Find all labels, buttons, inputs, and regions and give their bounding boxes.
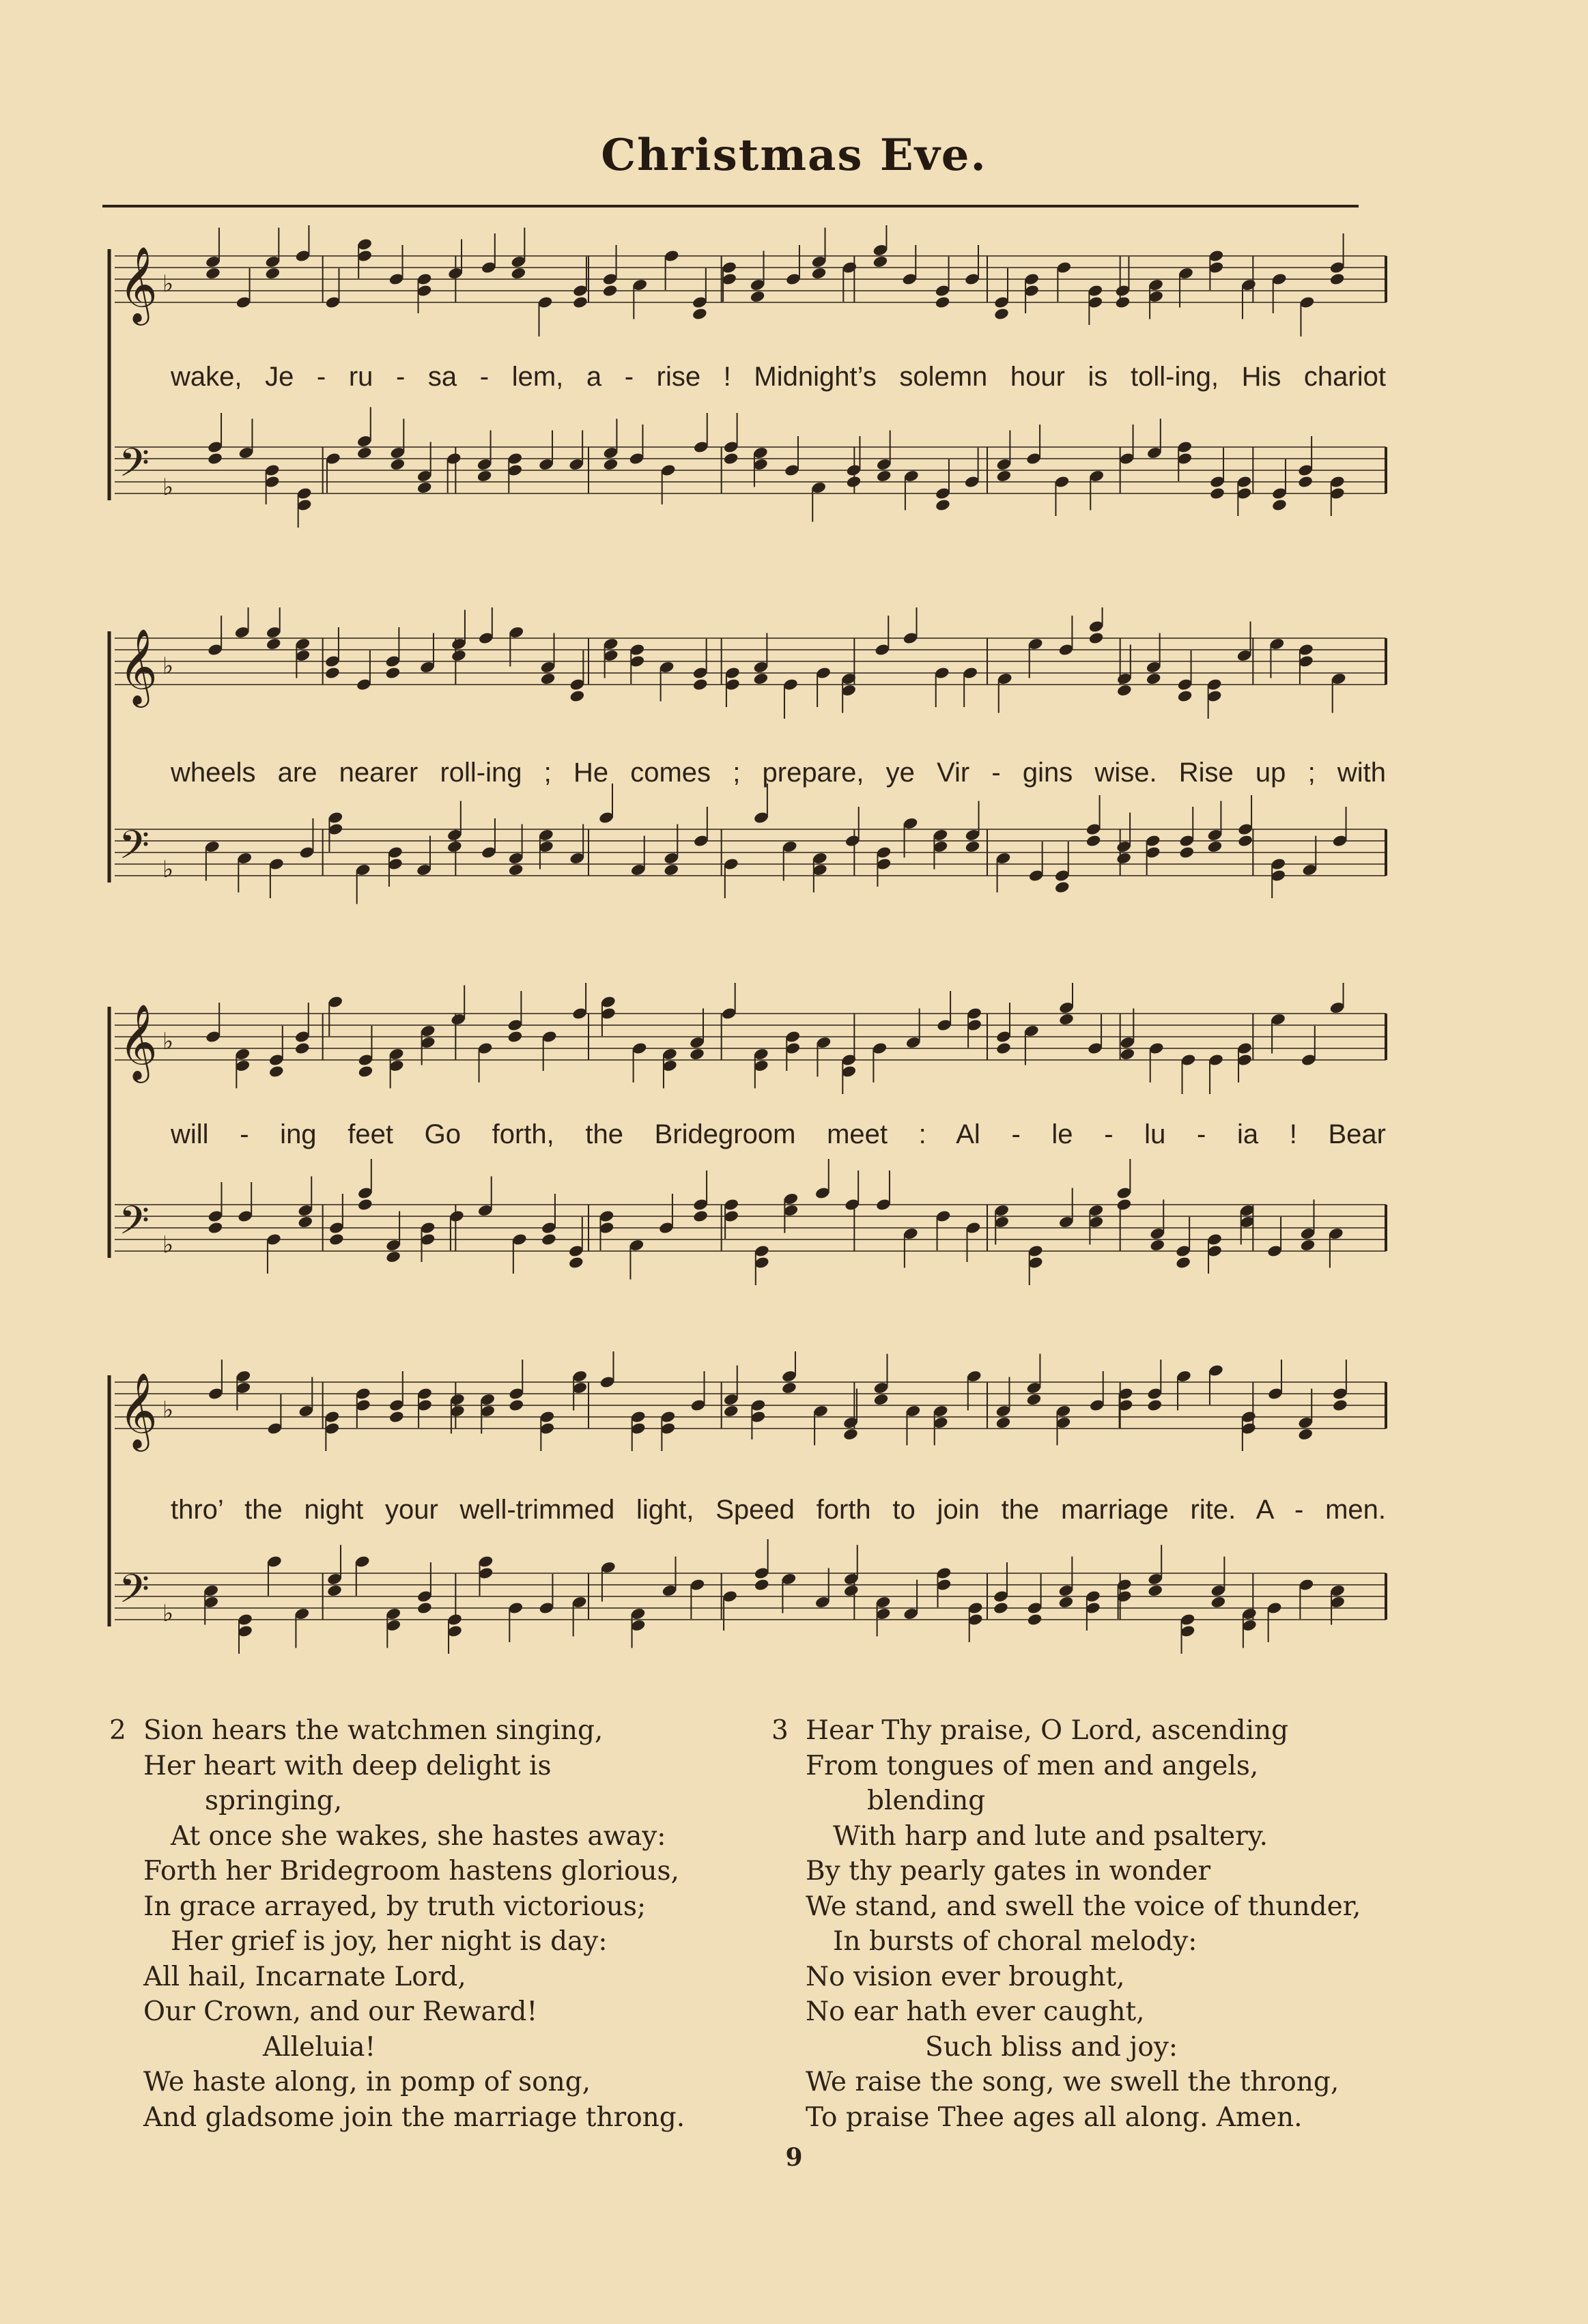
notehead	[993, 307, 1010, 321]
verse-line: No ear hath ever caught,	[806, 1996, 1145, 2027]
notehead	[451, 649, 467, 663]
notehead	[1300, 1239, 1316, 1252]
bass-clef-icon: 𝄢	[119, 1197, 150, 1253]
music-system-1	[102, 225, 1400, 566]
key-flat-icon: ♭	[162, 856, 174, 883]
music-system-3	[102, 983, 1400, 1324]
music-notation	[102, 983, 1400, 1324]
notehead	[1115, 296, 1131, 309]
notehead	[357, 1198, 373, 1211]
notehead	[1146, 672, 1162, 686]
verse-line: From tongues of men and angels,	[806, 1750, 1259, 1781]
notehead	[1332, 1398, 1348, 1412]
notehead	[208, 1221, 224, 1235]
notehead	[572, 296, 589, 309]
notehead	[569, 689, 586, 703]
verse-line: In bursts of choral melody:	[833, 1926, 1197, 1957]
notehead	[1116, 1198, 1133, 1211]
hymn-title: Christmas Eve.	[601, 130, 987, 181]
notehead	[508, 863, 524, 877]
notehead	[750, 290, 766, 304]
notehead	[416, 481, 433, 495]
verse-line: We raise the song, we swell the throng,	[806, 2067, 1339, 2097]
key-flat-icon: ♭	[162, 1231, 174, 1259]
notehead	[781, 1381, 797, 1395]
verse-line: springing,	[205, 1785, 343, 1816]
notehead	[297, 1216, 313, 1229]
verse-line: Hear Thy praise, O Lord, ascending	[806, 1715, 1289, 1746]
notehead	[446, 840, 463, 854]
bass-clef-icon: 𝄢	[119, 822, 150, 878]
notehead	[268, 1065, 285, 1078]
verse-line: All hail, Incarnate Lord,	[143, 1961, 466, 1992]
notehead	[754, 1578, 770, 1592]
notehead	[692, 678, 709, 691]
treble-clef-icon: 𝄞	[119, 1372, 158, 1448]
notehead	[568, 1256, 584, 1269]
verse-line: Sion hears the watchmen singing,	[143, 1715, 604, 1746]
key-flat-icon: ♭	[162, 1396, 174, 1424]
notehead	[540, 672, 556, 686]
verse-line: Our Crown, and our Reward!	[143, 1996, 538, 2027]
verse-line: Such bliss and joy:	[925, 2031, 1178, 2063]
notehead	[873, 1393, 890, 1407]
verse-line: Her heart with deep delight is	[143, 1750, 552, 1781]
key-flat-icon: ♭	[162, 652, 174, 680]
music-system-2	[102, 607, 1400, 949]
treble-clef-icon: 𝄞	[119, 628, 158, 704]
notehead	[385, 666, 401, 680]
lyric-line-3: will - ing feet Go forth, the Bridegroom meet : Al - le - lu - ia ! Bear	[171, 1119, 1386, 1149]
verse-line: In grace arrayed, by truth victorious;	[143, 1891, 647, 1922]
notehead	[266, 637, 282, 651]
notehead	[1088, 631, 1105, 645]
verse-line: Forth her Bridegroom hastens glorious,	[143, 1856, 679, 1887]
notehead	[265, 267, 281, 281]
notehead	[846, 475, 862, 489]
verse-lines	[109, 1713, 737, 2135]
notehead	[692, 1209, 709, 1223]
notehead	[935, 296, 951, 309]
verse-lines	[771, 1713, 1406, 2135]
verse-line: And gladsome join the marriage throng.	[143, 2101, 685, 2133]
notehead	[416, 1601, 433, 1615]
notehead	[1149, 1239, 1165, 1252]
bass-clef-icon: 𝄢	[119, 1566, 150, 1622]
notehead	[1329, 272, 1346, 286]
verse-number: 3	[771, 1715, 789, 1746]
notehead	[1147, 1398, 1163, 1412]
notehead	[1147, 1584, 1163, 1598]
notehead	[328, 1233, 345, 1246]
lyric-line-1: wake, Je - ru - sa - lem, a - rise ! Midnight’s solemn hour is toll-ing, His chariot	[171, 362, 1386, 392]
notehead	[1209, 487, 1225, 500]
title-rule	[102, 205, 1359, 207]
notehead	[663, 863, 679, 877]
key-flat-icon: ♭	[162, 474, 174, 501]
bass-clef-icon: 𝄢	[119, 440, 150, 496]
notehead	[294, 1042, 311, 1055]
notehead	[811, 267, 827, 281]
notehead	[1027, 1613, 1043, 1626]
notehead	[356, 446, 373, 460]
key-flat-icon: ♭	[162, 1600, 174, 1627]
notehead	[1177, 689, 1193, 703]
notehead	[326, 1584, 343, 1598]
music-notation	[102, 225, 1400, 566]
notehead	[1086, 834, 1102, 848]
page-number: 9	[785, 2143, 803, 2172]
notehead	[390, 458, 406, 472]
notehead	[1178, 846, 1195, 859]
notehead	[508, 1398, 524, 1412]
notehead	[692, 307, 708, 321]
notehead	[1058, 1013, 1075, 1027]
verse-line: With harp and lute and psaltery.	[833, 1820, 1268, 1852]
notehead	[876, 470, 892, 483]
notehead	[602, 284, 619, 298]
verse-line: We haste along, in pomp of song,	[143, 2067, 591, 2097]
verse-line: To praise Thee ages all along. Amen.	[806, 2101, 1303, 2133]
notehead	[1175, 1256, 1191, 1269]
notehead	[324, 666, 341, 680]
notehead	[385, 1250, 401, 1264]
notehead	[1297, 1428, 1314, 1441]
notehead	[873, 255, 889, 269]
notehead	[1271, 498, 1288, 512]
verse-3	[771, 1713, 1406, 2135]
notehead	[1237, 834, 1253, 848]
verse-line: No vision ever brought,	[806, 1961, 1125, 1992]
key-flat-icon: ♭	[162, 270, 174, 298]
notehead	[723, 452, 739, 465]
music-system-4	[102, 1351, 1400, 1693]
notehead	[603, 458, 619, 472]
verse-number: 2	[109, 1715, 126, 1746]
verse-line: At once she wakes, she hastes away:	[171, 1820, 666, 1852]
notehead	[1120, 1048, 1136, 1061]
verse-2	[109, 1713, 737, 2135]
notehead	[507, 1030, 524, 1044]
notehead	[843, 1584, 860, 1598]
notehead	[689, 1048, 705, 1061]
lyric-line-4: thro’ the night your well-trimmed light, Speed forth to join the marriage rite. A - men.	[171, 1495, 1386, 1525]
notehead	[842, 1428, 859, 1441]
notehead	[1116, 684, 1133, 698]
notehead	[995, 1416, 1012, 1430]
notehead	[388, 1410, 405, 1424]
notehead	[753, 672, 769, 686]
treble-clef-icon: 𝄞	[119, 246, 158, 322]
notehead	[993, 1601, 1009, 1615]
notehead	[996, 470, 1012, 483]
notehead	[965, 840, 981, 854]
notehead	[541, 1233, 557, 1246]
notehead	[1207, 840, 1223, 854]
verse-line: Her grief is joy, her night is day:	[171, 1926, 608, 1957]
notehead	[207, 452, 223, 465]
notehead	[205, 267, 221, 281]
notehead	[1058, 1596, 1075, 1609]
notehead	[1054, 880, 1071, 894]
notehead	[1210, 1596, 1227, 1609]
key-flat-icon: ♭	[162, 1028, 174, 1055]
notehead	[1297, 475, 1314, 489]
notehead	[1116, 852, 1132, 865]
verse-line: By thy pearly gates in wonder	[806, 1856, 1211, 1887]
notehead	[1026, 1393, 1043, 1407]
verse-line: Alleluia!	[263, 2031, 376, 2063]
verse-line: We stand, and swell the voice of thunder,	[806, 1891, 1361, 1922]
verse-line: blending	[867, 1785, 986, 1816]
notehead	[723, 1405, 739, 1418]
notehead	[477, 470, 493, 483]
notehead	[358, 1065, 374, 1078]
notehead	[935, 498, 951, 512]
lyric-line-2: wheels are nearer roll-ing ; He comes ; prepare, ye Vir - gins wise. Rise up ; with	[171, 758, 1386, 788]
treble-clef-icon: 𝄞	[119, 1003, 158, 1080]
notehead	[995, 1042, 1012, 1055]
notehead	[511, 267, 527, 281]
